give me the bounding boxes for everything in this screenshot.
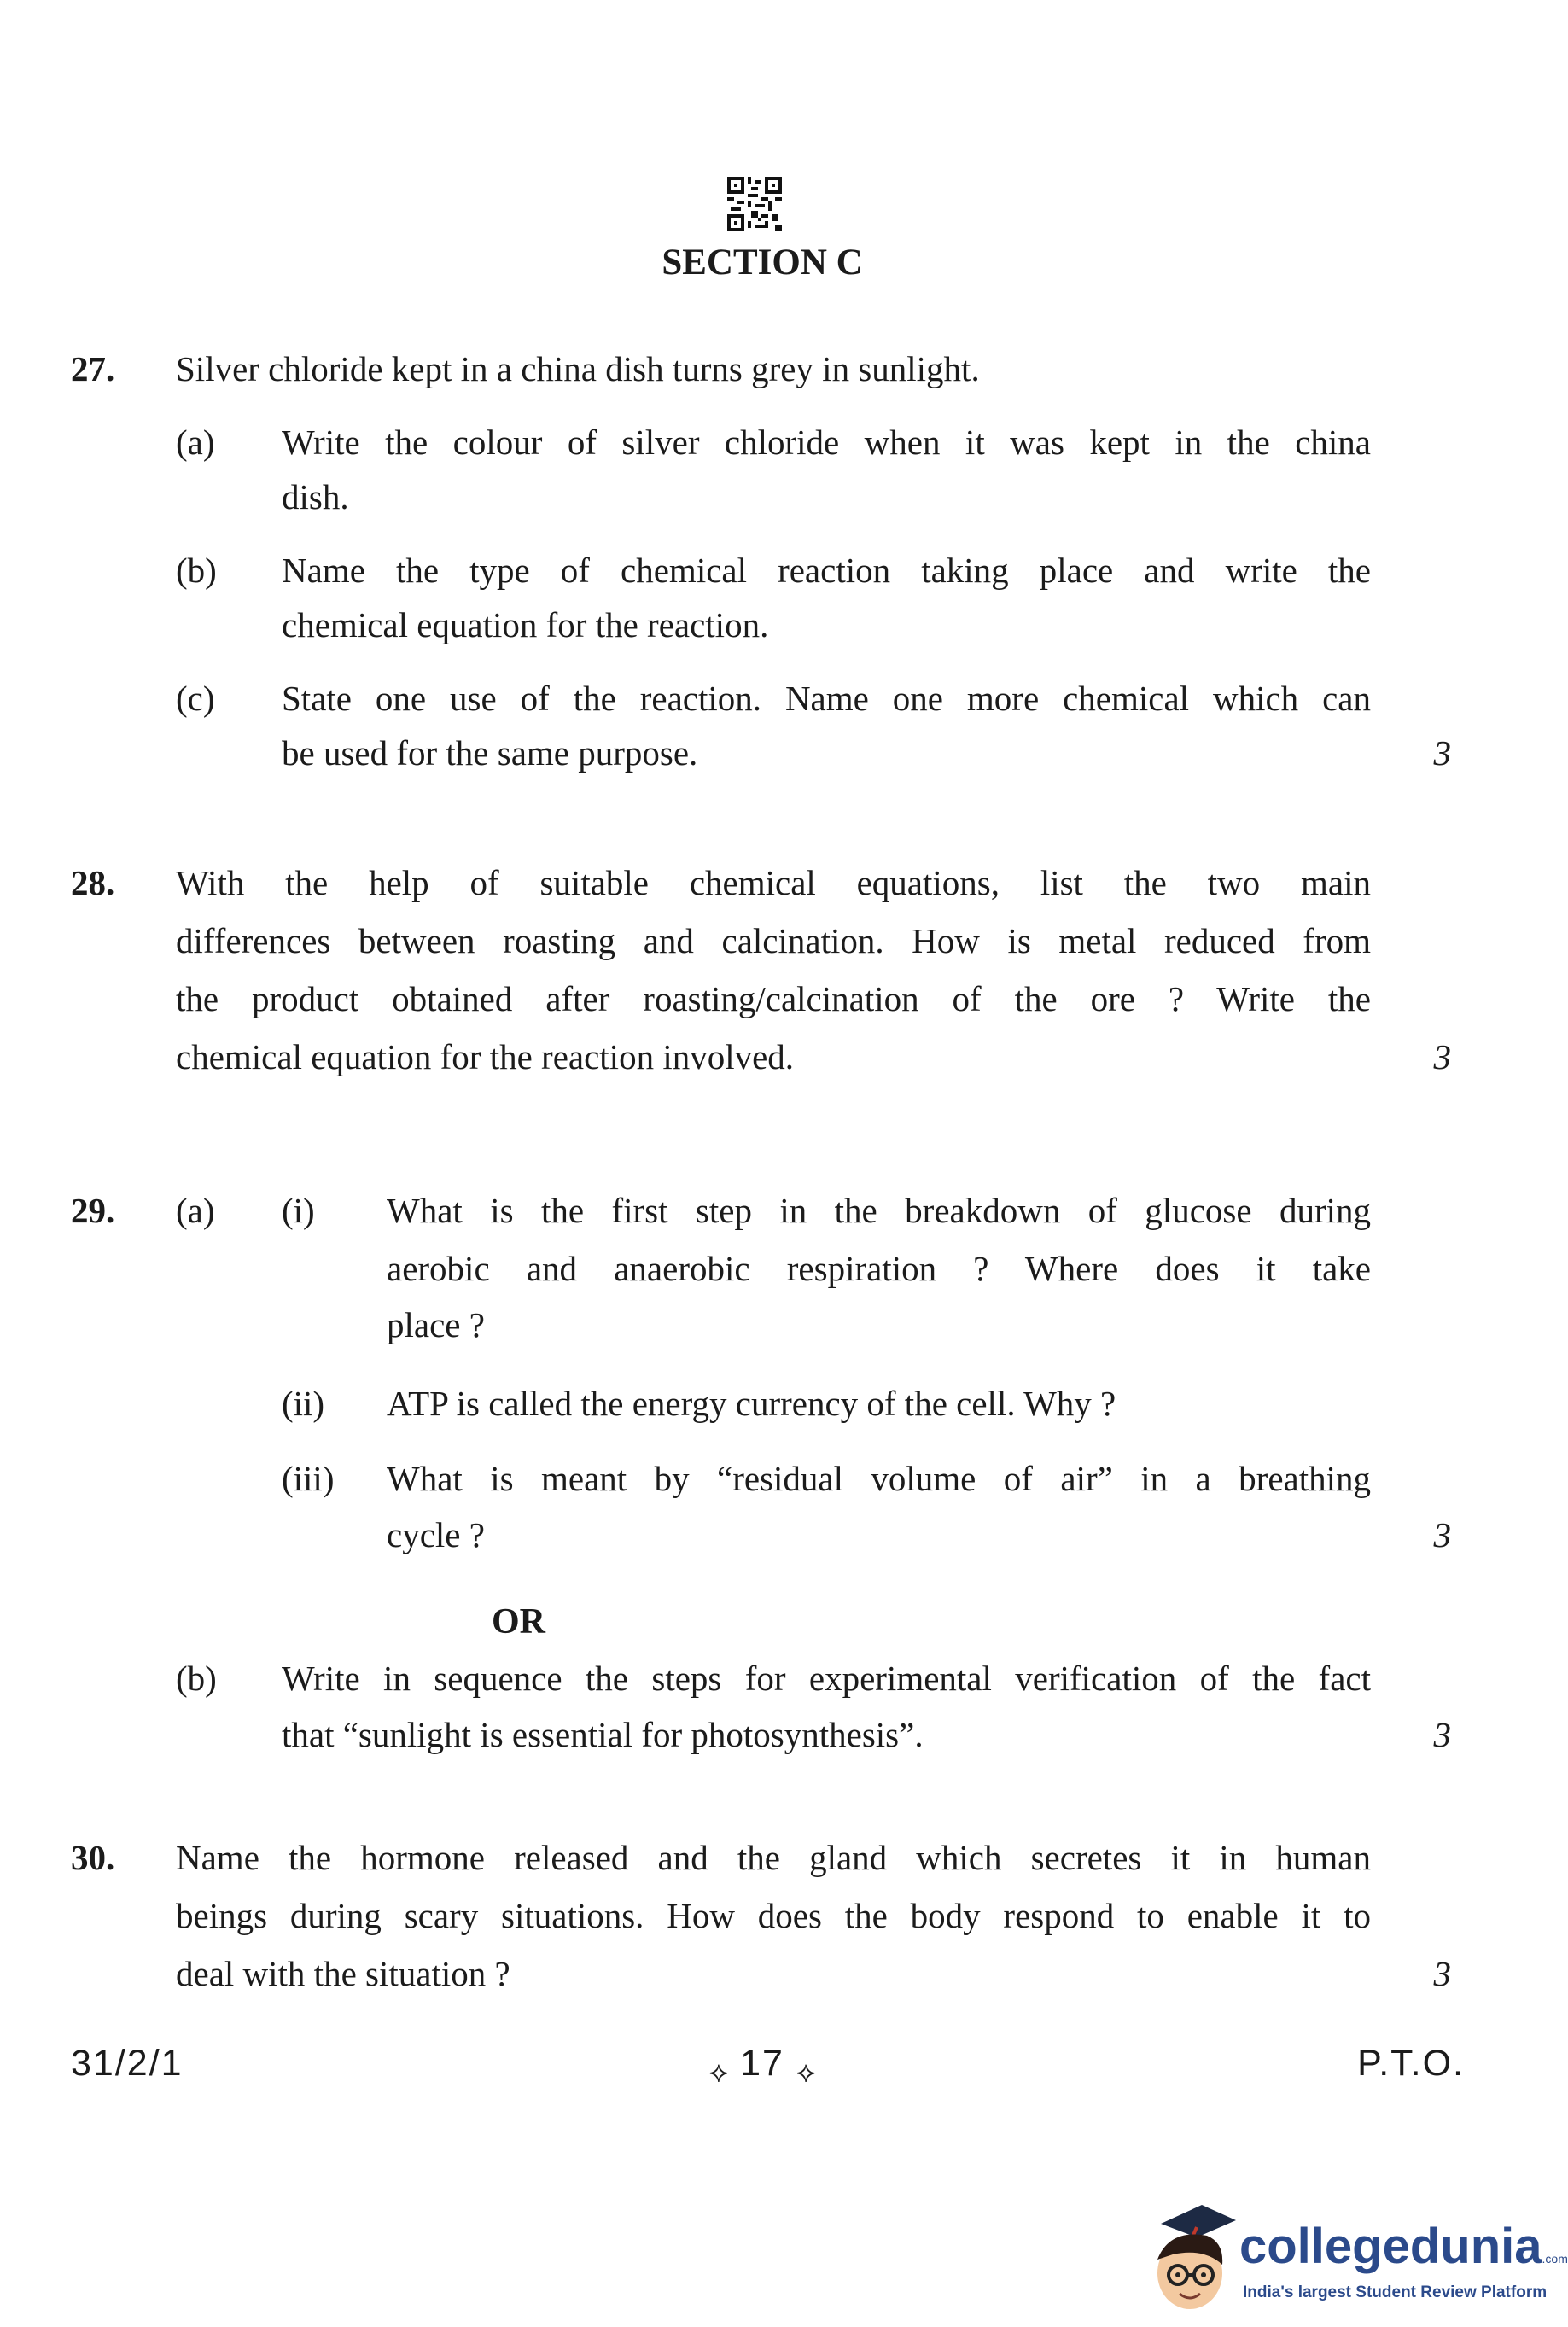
question-27c-line: State one use of the reaction. Name one more chemical which can <box>282 679 1371 718</box>
question-28-line: differences between roasting and calcination. How is metal reduced from <box>176 921 1371 960</box>
ornament-right-icon: ⟡ <box>796 2055 816 2090</box>
question-28-line: the product obtained after roasting/calcination of the ore ? Write the <box>176 979 1371 1018</box>
ornament-left-icon: ⟡ <box>708 2055 729 2090</box>
question-29b-line: Write in sequence the steps for experimental verification of the fact <box>282 1659 1371 1698</box>
question-29b-line: that “sunlight is essential for photosynthesis”. <box>282 1715 924 1754</box>
mascot-icon <box>1135 2198 1242 2322</box>
question-29a-iii-line: What is meant by “residual volume of air” in a breathing <box>387 1459 1371 1498</box>
marks-27: 3 <box>1433 733 1451 773</box>
part-label-27a: (a) <box>176 423 215 462</box>
question-28-line: With the help of suitable chemical equations, list the two main <box>176 863 1371 902</box>
pto-label: P.T.O. <box>1357 2043 1465 2084</box>
question-27c-line: be used for the same purpose. <box>282 733 698 773</box>
page-number: 17 <box>740 2043 784 2084</box>
paper-code: 31/2/1 <box>71 2043 184 2084</box>
question-27a-line: dish. <box>282 477 349 516</box>
marks-29b: 3 <box>1433 1715 1451 1754</box>
marks-29a: 3 <box>1433 1515 1451 1554</box>
question-number-30: 30. <box>71 1838 115 1877</box>
page-number-group <box>0 2038 1524 2089</box>
question-27b-line: Name the type of chemical reaction taking place and write the <box>282 551 1371 590</box>
section-title: SECTION C <box>662 242 863 283</box>
question-number-27: 27. <box>71 349 115 388</box>
question-30-line: deal with the situation ? <box>176 1954 510 1993</box>
question-number-29: 29. <box>71 1191 115 1230</box>
question-30-line: beings during scary situations. How does the body respond to enable it to <box>176 1896 1371 1935</box>
question-27b-line: chemical equation for the reaction. <box>282 605 769 644</box>
question-27-stem: Silver chloride kept in a china dish turns grey in sunlight. <box>176 349 980 388</box>
marks-28: 3 <box>1433 1037 1451 1076</box>
brand-tagline: India's largest Student Review Platform <box>1243 2283 1548 2301</box>
question-29a-iii-line: cycle ? <box>387 1515 485 1554</box>
question-29a-i-line: What is the first step in the breakdown of glucose during <box>387 1191 1371 1230</box>
question-29a-i-line: place ? <box>387 1305 485 1344</box>
question-28-line: chemical equation for the reaction involved. <box>176 1037 795 1076</box>
sub-label-29a-iii: (iii) <box>282 1459 335 1498</box>
part-label-27b: (b) <box>176 551 217 590</box>
question-29a-i-line: aerobic and anaerobic respiration ? Where does it take <box>387 1249 1371 1288</box>
part-label-27c: (c) <box>176 679 215 718</box>
sub-label-29a-i: (i) <box>282 1191 315 1230</box>
question-number-28: 28. <box>71 863 115 902</box>
qr-code <box>727 177 782 231</box>
part-label-29b: (b) <box>176 1659 217 1698</box>
question-30-line: Name the hormone released and the gland which secretes it in human <box>176 1838 1371 1877</box>
or-separator: OR <box>492 1602 545 1642</box>
question-27a-line: Write the colour of silver chloride when it was kept in the china <box>282 423 1371 462</box>
brand-name <box>1239 2217 1568 2277</box>
brand-name-text: collegedunia <box>1239 2219 1542 2274</box>
brand-suffix: .com <box>1542 2252 1568 2266</box>
question-29a-ii-line: ATP is called the energy currency of the cell. Why ? <box>387 1384 1116 1423</box>
marks-30: 3 <box>1433 1954 1451 1993</box>
collegedunia-logo <box>1135 2198 1568 2322</box>
part-label-29a: (a) <box>176 1191 215 1230</box>
sub-label-29a-ii: (ii) <box>282 1384 325 1423</box>
